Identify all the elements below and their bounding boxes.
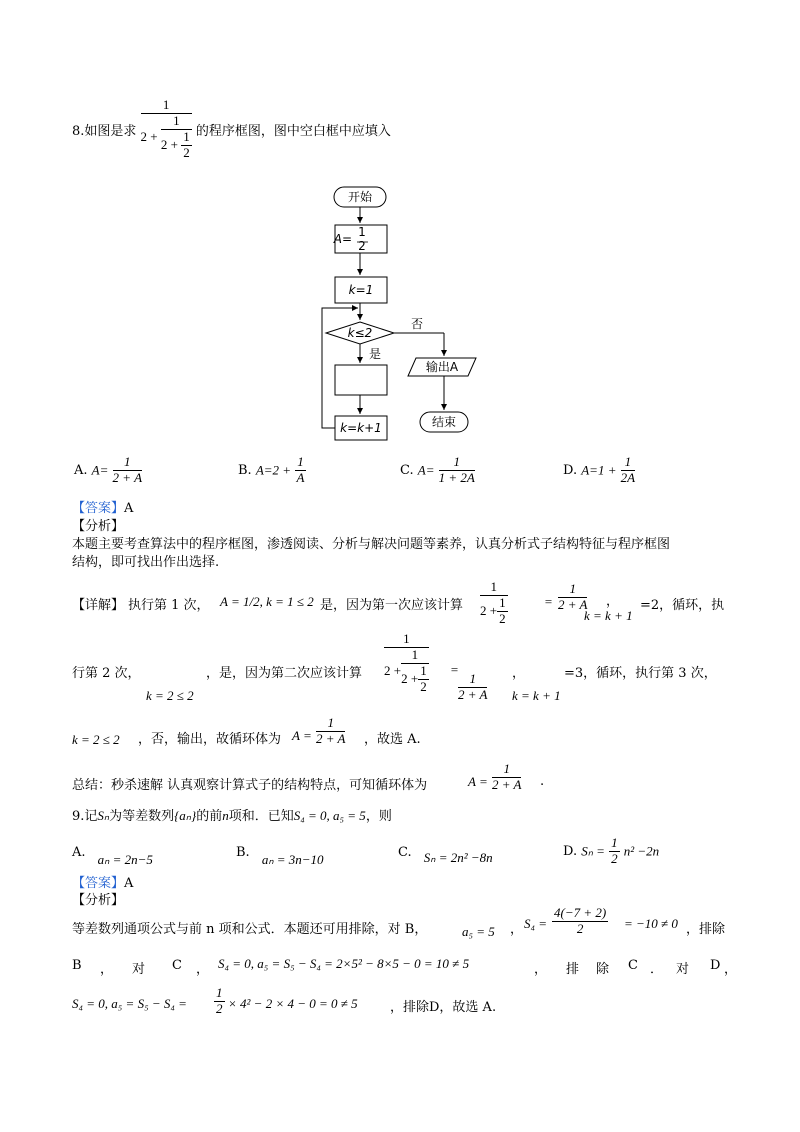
q9-option-b	[236, 844, 324, 867]
calc2-innermost	[418, 664, 429, 695]
init-a-num: 1	[358, 225, 366, 239]
p3-den: 2 + A	[316, 730, 346, 746]
detail-p2-calc-frac	[384, 632, 429, 695]
calc2-innermost-den: 2	[420, 678, 427, 694]
q8-option-c	[400, 455, 475, 486]
q9-l2-dui2: 对	[676, 962, 690, 977]
inner-frac	[161, 114, 192, 161]
option-c-lhs: A=	[417, 462, 435, 478]
q9-l2-comma2: ，	[196, 962, 210, 977]
calc-inner-frac	[497, 596, 508, 627]
detail-p2-kinc: k = k + 1	[512, 688, 561, 703]
q9-analysis-line1	[72, 906, 732, 946]
option-c-label: C.	[400, 462, 414, 478]
detail-p3-frac	[316, 716, 345, 747]
summary-text: 总结：秒杀速解 认真观察计算式子的结构特点，可知循环体为	[72, 778, 428, 793]
calc-two-plus: 2 +	[480, 602, 498, 618]
answer-tag: 【答案】	[72, 501, 125, 516]
q9-l1-frac	[552, 906, 608, 937]
detail-p2-rhs	[458, 672, 487, 703]
q9-l2-comma: ，	[100, 962, 114, 977]
option-b-frac	[295, 455, 306, 486]
detail-p2-start: 行第 2 次，	[72, 666, 141, 681]
q8-label: 8.如图是求	[72, 123, 137, 139]
end-text: 结束	[431, 415, 457, 429]
inner-two-plus: 2 +	[160, 136, 178, 152]
option-c-den: 1 + 2A	[438, 469, 475, 485]
detail-tag: 【详解】	[72, 598, 125, 613]
start-text: 开始	[347, 190, 373, 204]
calc2-inner-den	[401, 664, 429, 695]
q8-detail-line3	[72, 716, 732, 756]
q9-l3-num: 1	[216, 985, 223, 1000]
q9-l2-dui: 对	[132, 962, 146, 977]
q9-d-num: 1	[611, 835, 618, 850]
q9-l2-chu: 除	[596, 962, 610, 977]
option-a-label: A.	[74, 462, 88, 478]
q9-l2-comma3: ，	[534, 962, 548, 977]
q9-answer-value: A	[124, 876, 134, 891]
detail-p1-k: k = k + 1	[584, 608, 633, 623]
q8-continued-fraction	[141, 98, 192, 161]
option-b-den: A	[296, 469, 305, 485]
q9-l3-end: ，排除D，故选 A.	[390, 1000, 497, 1015]
q9-option-d-label: D.	[563, 843, 578, 859]
q8-analysis-tag: 【分析】	[72, 519, 125, 534]
q9-l1-den: 2	[576, 920, 584, 936]
option-c-frac	[439, 455, 475, 486]
init-a-den: 2	[358, 239, 366, 253]
summary-a: A =	[468, 774, 488, 789]
option-a-den: 2 + A	[112, 469, 143, 485]
q9-option-d-rest: n² −2n	[623, 843, 660, 859]
q8-analysis-line1: 本题主要考查算法中的程序框图，渗透阅读、分析与解决问题等素养，认真分析式子结构特征与程序框图	[72, 537, 671, 552]
output-text: 输出A	[425, 360, 459, 374]
q9-l2-d: D	[710, 958, 721, 973]
q8-tail: 的程序框图，图中空白框中应填入	[195, 123, 391, 139]
q9-analysis-line2	[72, 954, 738, 978]
q9-header	[72, 805, 392, 824]
calc-inner-den: 2	[499, 610, 506, 626]
option-d-lhs: A=1 +	[581, 462, 617, 478]
q9-option-b-expr: aₙ = 3n−10	[261, 852, 324, 867]
q9-l2-b: B	[72, 958, 82, 973]
flowchart	[310, 180, 490, 445]
q9-l2-math: S₄ = 0, a₅ = S₅ − S₄ = 2×5² − 8×5 − 0 = 10 ≠ 5	[218, 956, 470, 971]
q9-d-den: 2	[611, 850, 618, 866]
calc2-innermost-num: 1	[420, 662, 427, 678]
q9-l3-den: 2	[216, 1000, 223, 1016]
detail-p1-comma: ，	[606, 594, 620, 609]
detail-p3-text: ，否，输出，故循环体为	[138, 732, 282, 747]
frac-den	[141, 114, 192, 161]
q9-l2-c: C	[172, 958, 182, 973]
q9-option-c	[398, 844, 493, 865]
q9-l2-comma4: ，	[724, 962, 738, 977]
calc2-inner-num: 1	[401, 648, 429, 664]
q9-n: n	[222, 808, 229, 823]
q8-detail-line1	[72, 580, 732, 630]
q9-option-d-lhs: Sₙ =	[581, 843, 605, 859]
q9-l1-comma: ，	[510, 922, 524, 937]
q8-option-b	[238, 455, 306, 486]
q9-option-d	[563, 836, 659, 867]
q9-l2-dot: ．	[650, 962, 664, 977]
innermost-den: 2	[183, 144, 190, 160]
q9-mid3: 项和．已知	[228, 809, 294, 824]
answer-value: A	[124, 501, 134, 516]
option-c-num: 1	[439, 455, 475, 471]
detail-p2-end: =3，循环，执行第 3 次，	[564, 666, 717, 681]
init-k-text: k=1	[348, 283, 374, 297]
q9-l2-pai: 排	[566, 962, 580, 977]
q9-sn: Sₙ	[97, 808, 110, 823]
summary-num: 1	[492, 762, 521, 778]
q8-detail-line2	[72, 630, 732, 710]
p3-num: 1	[316, 716, 345, 732]
detail-p3-a: A =	[292, 728, 312, 743]
detail-p3-end: ，故选 A.	[364, 732, 421, 747]
summary-frac	[492, 762, 521, 793]
innermost-frac	[181, 130, 192, 161]
q9-l1-text: 等差数列通项公式与前 n 项和公式．本题还可用排除，对 B，	[72, 922, 428, 937]
q8-analysis-line2: 结构，即可找出作出选择.	[72, 555, 220, 570]
q8-option-d	[563, 455, 635, 486]
q9-analysis-line3	[72, 984, 732, 1024]
calc-num: 1	[480, 580, 508, 596]
rhs2-den: 2 + A	[458, 686, 488, 702]
q9-an: {aₙ}	[174, 808, 197, 823]
detail-p1-eq: =	[544, 594, 553, 609]
inner-den	[161, 130, 192, 161]
option-d-label: D.	[563, 462, 578, 478]
detail-p1-text: 执行第 1 次，	[128, 598, 210, 613]
cond-text: k≤2	[347, 326, 373, 340]
option-a-frac	[113, 455, 142, 486]
detail-p1-yes: 是，因为第一次应该计算	[320, 598, 464, 613]
option-b-lhs: A=2 +	[255, 462, 292, 478]
q8-summary	[72, 762, 732, 802]
yes-label: 是	[369, 347, 382, 361]
q9-l1-num: 4(−7 + 2)	[554, 905, 607, 920]
two-plus: 2 +	[140, 128, 158, 144]
q9-l1-rest: = −10 ≠ 0	[624, 916, 678, 931]
init-a-lhs: A=	[333, 232, 352, 246]
q9-l2-c2: C	[628, 958, 638, 973]
detail-p1-calc-frac	[480, 580, 508, 627]
q9-option-a	[72, 844, 153, 867]
q9-option-a-label: A.	[72, 845, 86, 860]
detail-p3-k: k = 2 ≤ 2	[72, 732, 120, 747]
inner-num: 1	[161, 114, 192, 130]
q9-l1-a5: a₅ = 5	[462, 924, 495, 939]
blank-box	[335, 365, 387, 395]
q9-option-d-frac	[609, 836, 620, 867]
frac-num: 1	[141, 98, 192, 114]
q9-cond: S₄ = 0, a₅ = 5	[293, 808, 366, 823]
q9-pre: 9.记	[72, 809, 98, 824]
rhs2-num: 1	[458, 672, 487, 688]
option-d-num: 1	[621, 455, 635, 471]
q9-l1-s4: S₄ =	[524, 916, 548, 931]
q9-option-c-expr: Sₙ = 2n² −8n	[423, 850, 493, 865]
q9-answer-tag: 【答案】	[72, 876, 125, 891]
calc2-inner-two: 2 +	[401, 670, 419, 686]
detail-p1-math: A = 1/2, k = 1 ≤ 2	[220, 594, 314, 609]
option-b-label: B.	[238, 462, 252, 478]
calc-inner-num: 1	[499, 594, 506, 610]
detail-p2-comma: ，	[512, 666, 526, 681]
q9-analysis-tag: 【分析】	[72, 893, 125, 908]
q9-option-c-label: C.	[398, 845, 412, 860]
rhs-num: 1	[558, 582, 587, 598]
no-label: 否	[411, 317, 424, 331]
calc2-den	[384, 648, 429, 695]
q9-mid2: 的前	[196, 809, 223, 824]
option-d-frac	[621, 455, 635, 486]
rhs-den: 2 + A	[558, 596, 588, 612]
calc2-inner	[401, 648, 429, 695]
q8-answer	[72, 497, 133, 516]
summary-den: 2 + A	[492, 776, 522, 792]
q9-l3-frac	[214, 986, 225, 1017]
q8-option-a	[74, 455, 142, 486]
option-a-num: 1	[113, 455, 142, 471]
inc-k-text: k=k+1	[340, 421, 382, 435]
q9-end: ，则	[365, 809, 392, 824]
calc-den	[480, 596, 508, 627]
calc2-two-plus: 2 +	[384, 662, 402, 678]
q9-mid: 为等差数列	[109, 809, 175, 824]
innermost-num: 1	[183, 128, 190, 144]
q9-l1-end: ，排除	[686, 922, 726, 937]
detail-p2-yes: ，是，因为第二次应该计算	[206, 666, 363, 681]
detail-p2-k: k = 2 ≤ 2	[146, 688, 194, 703]
calc2-num: 1	[384, 632, 429, 648]
option-a-lhs: A=	[91, 462, 109, 478]
detail-p1-end: =2，循环，执	[640, 598, 725, 613]
q9-option-a-expr: aₙ = 2n−5	[97, 852, 153, 867]
option-d-den: 2A	[620, 469, 636, 485]
option-b-num: 1	[297, 454, 304, 469]
q9-l3-math1: S₄ = 0, a₅ = S₅ − S₄ =	[72, 996, 187, 1011]
q9-option-b-label: B.	[236, 845, 250, 860]
q8-header	[72, 98, 391, 161]
detail-p2-eq: =	[450, 662, 459, 677]
summary-end: .	[540, 774, 545, 789]
q9-l3-math2: × 4² − 2 × 4 − 0 = 0 ≠ 5	[228, 996, 358, 1011]
